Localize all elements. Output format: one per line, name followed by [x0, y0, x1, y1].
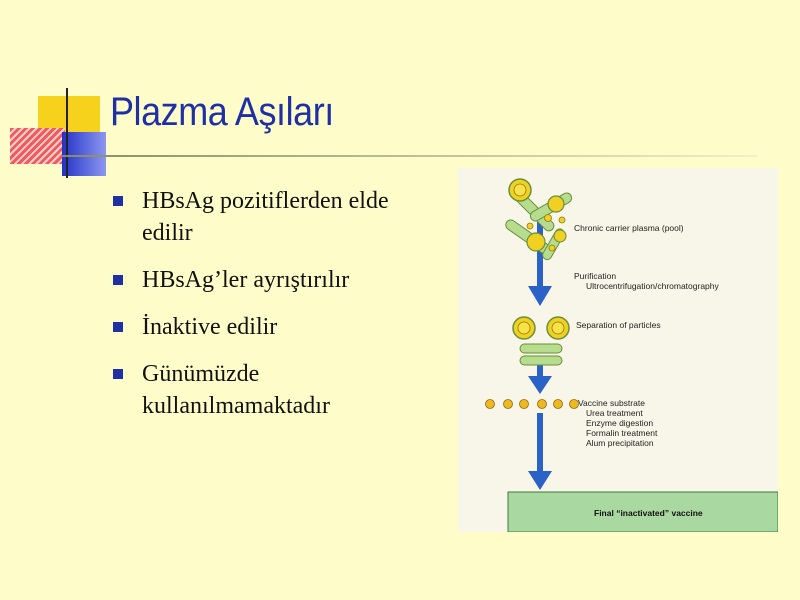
- decor-red-square: [10, 128, 65, 164]
- substrate-particle: [486, 400, 495, 409]
- bullet-text: HBsAg’ler ayrıştırılır: [142, 267, 350, 293]
- vaccine-process-diagram: [458, 168, 778, 532]
- substrate-particle: [538, 400, 547, 409]
- title-divider: [62, 155, 757, 157]
- decor-vertical-line: [66, 88, 68, 178]
- substrate-particle: [520, 400, 529, 409]
- bullet-item: [110, 185, 440, 249]
- separated-filament: [520, 344, 562, 353]
- decor-blue-square: [62, 132, 106, 176]
- arrow-head-1: [528, 286, 552, 306]
- substrate-particle: [554, 400, 563, 409]
- small-particle: [545, 215, 552, 222]
- bullet-item: [110, 358, 440, 422]
- small-particle: [559, 217, 565, 223]
- label-purification: Purification: [574, 271, 617, 281]
- bullet-list: [110, 185, 440, 437]
- label-step-formalin: Formalin treatment: [586, 428, 658, 438]
- bullet-square-icon: [113, 196, 123, 206]
- bullet-item: [110, 264, 440, 296]
- bullet-square-icon: [113, 322, 123, 332]
- bullet-text: İnaktive edilir: [142, 314, 278, 340]
- arrow-shaft-3: [537, 413, 543, 475]
- label-purification-method: Ultrocentrifugation/chromatography: [586, 281, 719, 291]
- arrow-head-2: [528, 376, 552, 394]
- small-particle: [527, 223, 533, 229]
- dane-particle: [554, 230, 566, 242]
- bullet-text: Günümüzde kullanılmamaktadır: [142, 361, 330, 419]
- bullet-square-icon: [113, 369, 123, 379]
- substrate-particles: [486, 400, 579, 409]
- vaccine-process-figure: [458, 168, 778, 532]
- plasma-particles: [504, 179, 574, 261]
- bullet-item: [110, 311, 440, 343]
- label-separation: Separation of particles: [576, 320, 661, 330]
- label-substrate: Vaccine substrate: [578, 398, 645, 408]
- arrow-head-3: [528, 471, 552, 490]
- dane-particle: [548, 196, 564, 212]
- separated-filament: [520, 356, 562, 365]
- separated-spheres-core: [552, 322, 564, 334]
- arrow-shaft-1: [537, 220, 543, 290]
- label-step-enzyme: Enzyme digestion: [586, 418, 654, 428]
- label-final-vaccine: Final “inactivated” vaccine: [594, 508, 703, 518]
- label-plasma: Chronic carrier plasma (pool): [574, 223, 684, 233]
- dane-particle-core: [514, 184, 526, 196]
- slide-title: Plazma Aşıları: [110, 90, 334, 134]
- bullet-text: HBsAg pozitiflerden elde edilir: [142, 188, 389, 246]
- small-particle: [549, 245, 555, 251]
- substrate-particle: [504, 400, 513, 409]
- label-step-urea: Urea treatment: [586, 408, 643, 418]
- bullet-square-icon: [113, 275, 123, 285]
- separated-spheres-core: [518, 322, 530, 334]
- dane-particle: [527, 233, 545, 251]
- flow-arrows: [528, 220, 552, 490]
- label-step-alum: Alum precipitation: [586, 438, 654, 448]
- separated-particles: [513, 317, 569, 365]
